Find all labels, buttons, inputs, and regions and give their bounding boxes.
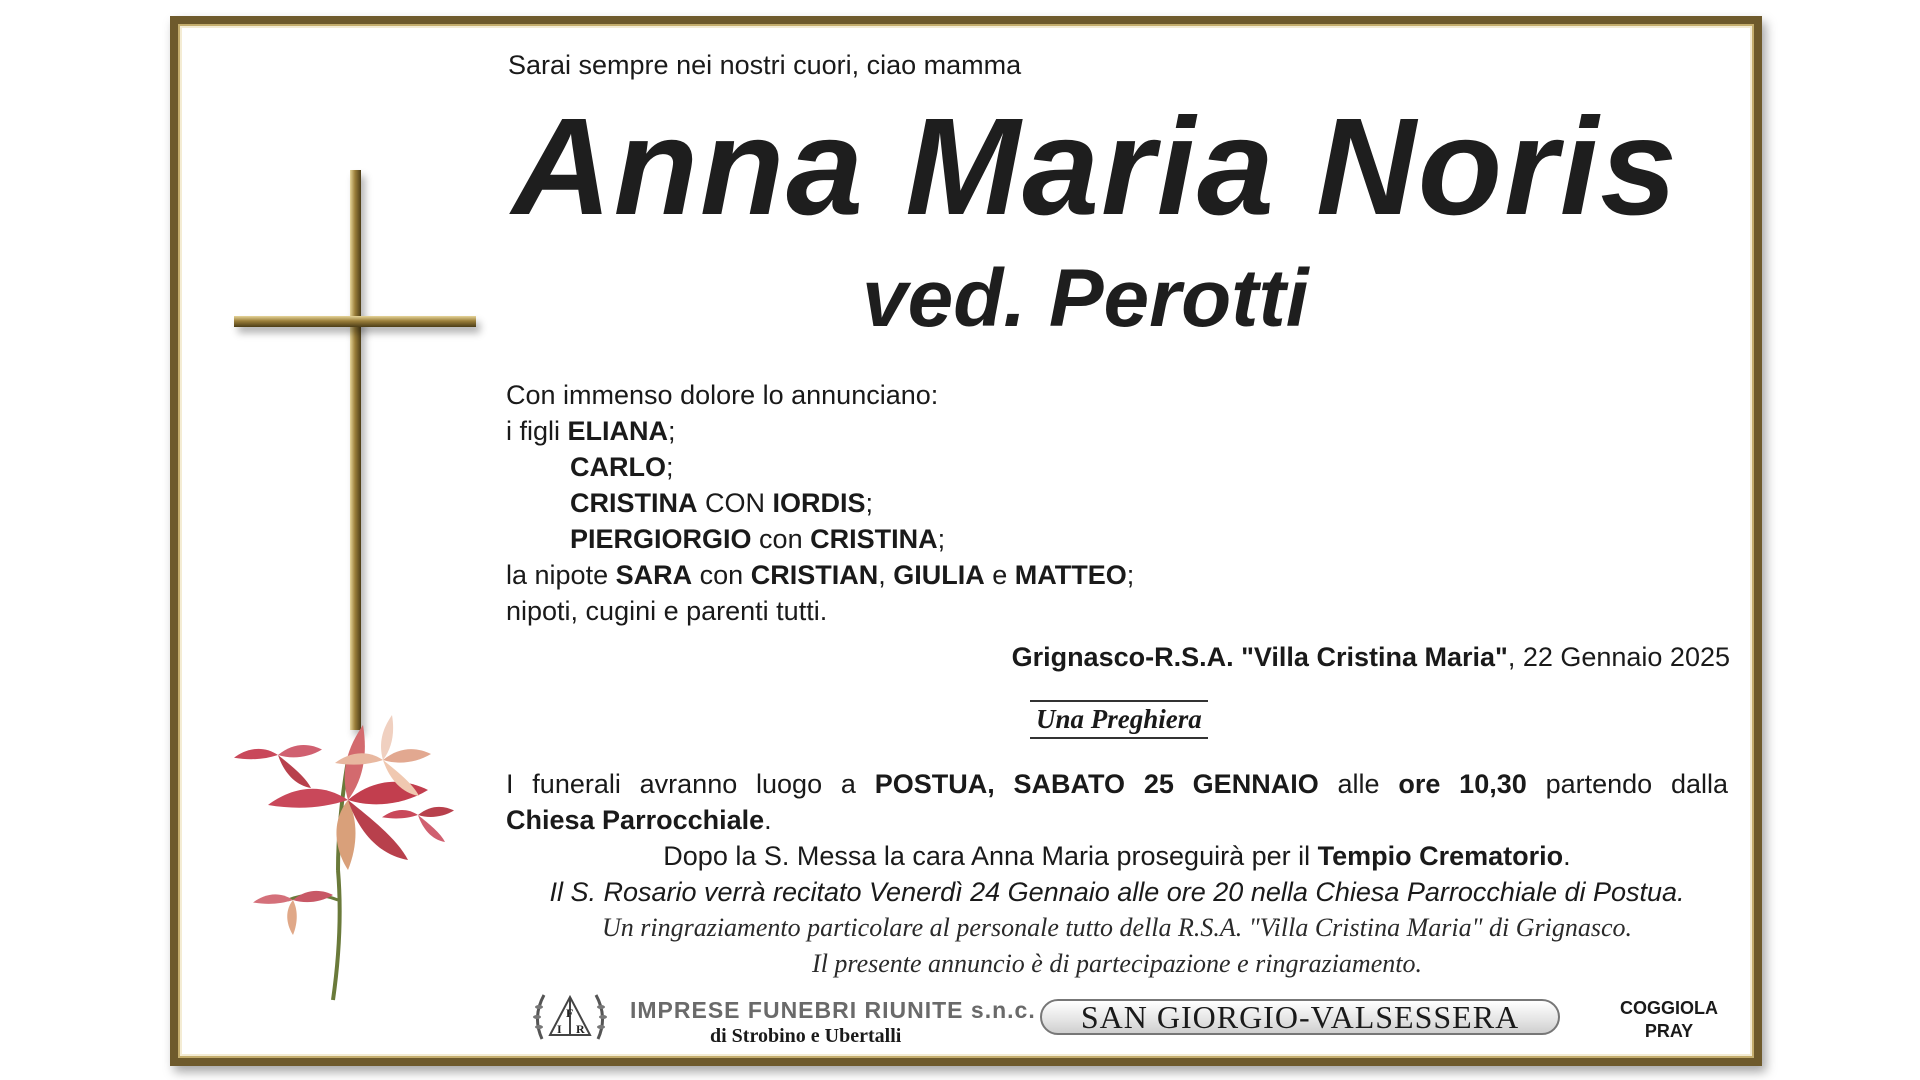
notice-line: Il presente annuncio è di partecipazione e ringraziamento. (812, 949, 1422, 978)
agency-name: IMPRESE FUNEBRI RIUNITE s.n.c. (630, 997, 1036, 1023)
svg-text:R: R (576, 1022, 585, 1036)
town-label: SAN GIORGIO-VALSESSERA (1040, 999, 1560, 1035)
branch-pray: PRAY (1644, 1021, 1694, 1041)
svg-text:I: I (557, 1022, 562, 1036)
announce-intro: Con immenso dolore lo annunciano: (506, 380, 939, 410)
svg-text:F: F (566, 1006, 574, 1020)
thanks-line: Un ringraziamento particolare al personale tutto della R.S.A. "Villa Cristina Maria" di Grignasco. (601, 913, 1633, 942)
deceased-name: Anna Maria Noris (512, 90, 1679, 244)
footer (520, 985, 1730, 1045)
funeral-line-3: Dopo la S. Messa la cara Anna Maria proseguirà per il Tempio Crematorio. (663, 841, 1571, 871)
family-line-nipote: la nipote SARA con CRISTIAN, GIULIA e MATTEO; (506, 560, 1135, 590)
widow-of-line: ved. Perotti (862, 253, 1309, 344)
cross-decoration (226, 170, 486, 1030)
lily-flowers-icon (218, 700, 468, 1010)
funeral-line-2: Chiesa Parrocchiale. (506, 805, 772, 835)
ifr-logo-icon (530, 987, 610, 1047)
family-line-others: nipoti, cugini e parenti tutti. (506, 596, 828, 626)
cross-horizontal-beam (234, 316, 476, 327)
family-line-figli: i figli ELIANA; (506, 416, 676, 446)
branch-coggiola: COGGIOLA (1620, 998, 1718, 1018)
family-line-piergiorgio: PIERGIORGIO con CRISTINA; (570, 524, 946, 554)
family-line-cristina: CRISTINA CON IORDIS; (570, 488, 874, 518)
prayer-label: Una Preghiera (1030, 700, 1208, 739)
rosary-line: Il S. Rosario verrà recitato Venerdì 24 Gennaio alle ore 20 nella Chiesa Parrocchiale di Postua. (549, 877, 1685, 907)
funeral-line-1: I funerali avranno luogo a POSTUA, SABATO 25 GENNAIO alle ore 10,30 partendo dalla (506, 769, 1728, 799)
place-date-line: Grignasco-R.S.A. "Villa Cristina Maria", 22 Gennaio 2025 (1011, 642, 1730, 672)
cross-vertical-beam (350, 170, 361, 730)
funeral-details (506, 766, 1728, 982)
dedication-line: Sarai sempre nei nostri cuori, ciao mamma (508, 50, 1022, 80)
family-line-carlo: CARLO; (570, 452, 674, 482)
family-list (506, 377, 1134, 629)
agency-owners: di Strobino e Ubertalli (710, 1025, 902, 1047)
branch-locations (1620, 997, 1718, 1043)
